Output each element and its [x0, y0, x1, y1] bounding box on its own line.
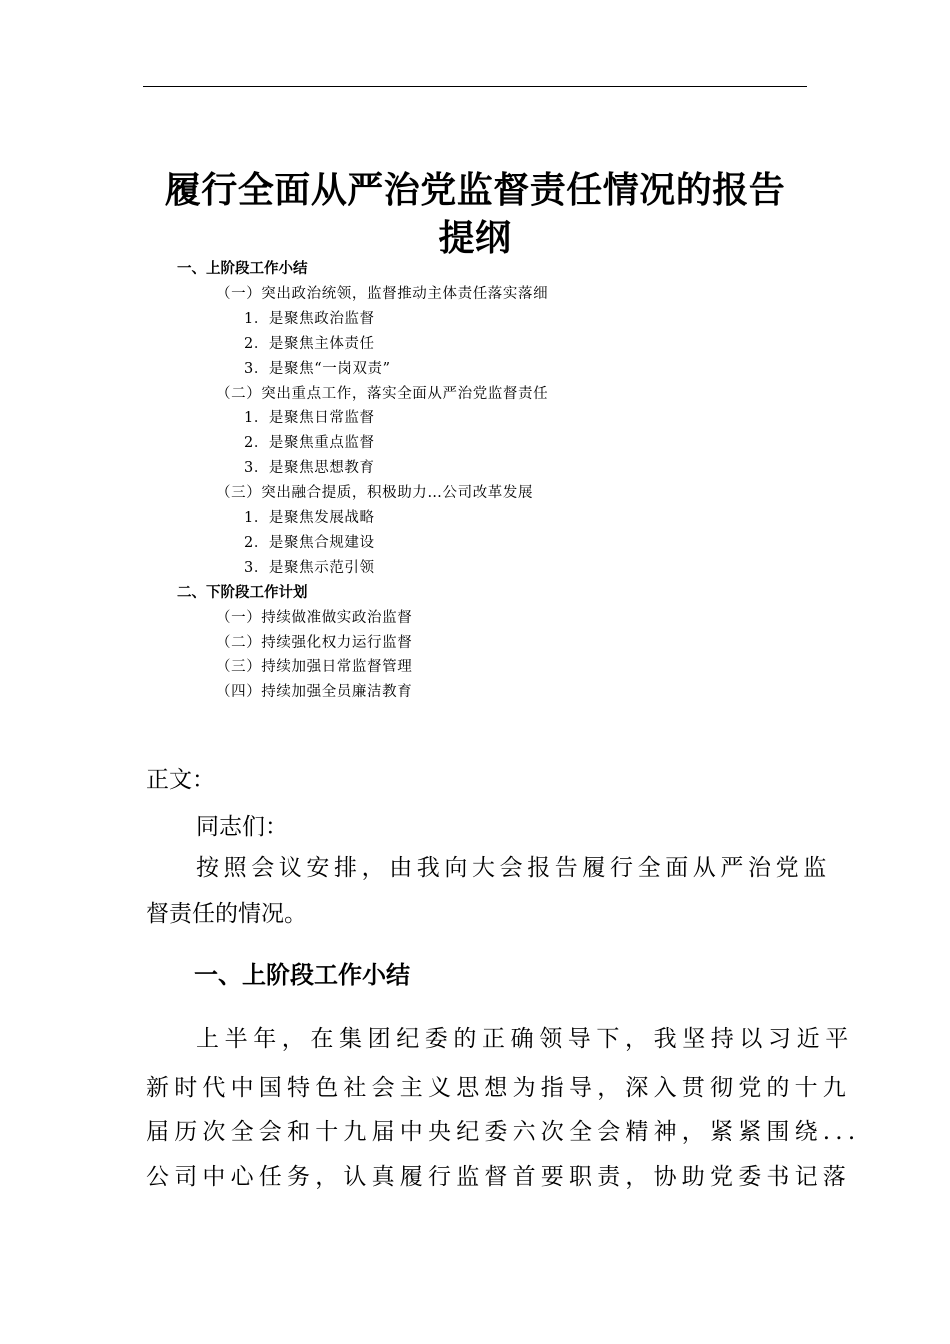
outline-subheading: （四）持续加强全员廉洁教育: [216, 684, 413, 701]
body-label: 正文：: [146, 767, 215, 793]
outline-subheading: （三）突出融合提质，积极助力…公司改革发展: [216, 485, 534, 502]
header-rule: [143, 86, 807, 87]
outline-item: 2．是聚焦重点监督: [244, 435, 375, 452]
paragraph-1-line-2: 督责任的情况。: [146, 901, 307, 927]
outline-item: 1．是聚焦政治监督: [244, 310, 375, 327]
outline-item: 2．是聚焦合规建设: [244, 534, 375, 551]
outline-subheading: （二）持续强化权力运行监督: [216, 634, 413, 651]
paragraph-2-line-4: 公司中心任务，认真履行监督首要职责，协助党委书记落: [146, 1164, 851, 1190]
paragraph-2-line-1: 上半年，在集团纪委的正确领导下，我坚持以习近平: [196, 1026, 854, 1052]
outline-subheading: （一）持续做准做实政治监督: [216, 609, 413, 626]
paragraph-2-line-3: 届历次全会和十九届中央纪委六次全会精神，紧紧围绕...: [146, 1119, 861, 1145]
outline-heading: 二、下阶段工作计划: [177, 584, 308, 601]
outline-item: 3．是聚焦示范引领: [244, 559, 375, 576]
document-title-line1: 履行全面从严治党监督责任情况的报告: [164, 170, 786, 211]
outline-item: 1．是聚焦日常监督: [244, 410, 375, 427]
outline-subheading: （二）突出重点工作，落实全面从严治党监督责任: [216, 385, 549, 402]
outline-subheading: （一）突出政治统领，监督推动主体责任落实落细: [216, 285, 549, 302]
outline-subheading: （三）持续加强日常监督管理: [216, 659, 413, 676]
salutation: 同志们：: [196, 814, 288, 840]
outline-item: 2．是聚焦主体责任: [244, 335, 375, 352]
outline-heading: 一、上阶段工作小结: [177, 261, 308, 277]
section-heading: 一、上阶段工作小结: [194, 961, 410, 989]
paragraph-1-line-1: 按照会议安排，由我向大会报告履行全面从严治党监: [196, 855, 831, 881]
document-title-line2: 提纲: [438, 218, 512, 259]
outline-item: 3．是聚焦“一岗双责”: [244, 360, 391, 377]
paragraph-2-line-2: 新时代中国特色社会主义思想为指导，深入贯彻党的十九: [146, 1075, 851, 1101]
outline-item: 3．是聚焦思想教育: [244, 460, 375, 477]
outline-item: 1．是聚焦发展战略: [244, 510, 375, 526]
